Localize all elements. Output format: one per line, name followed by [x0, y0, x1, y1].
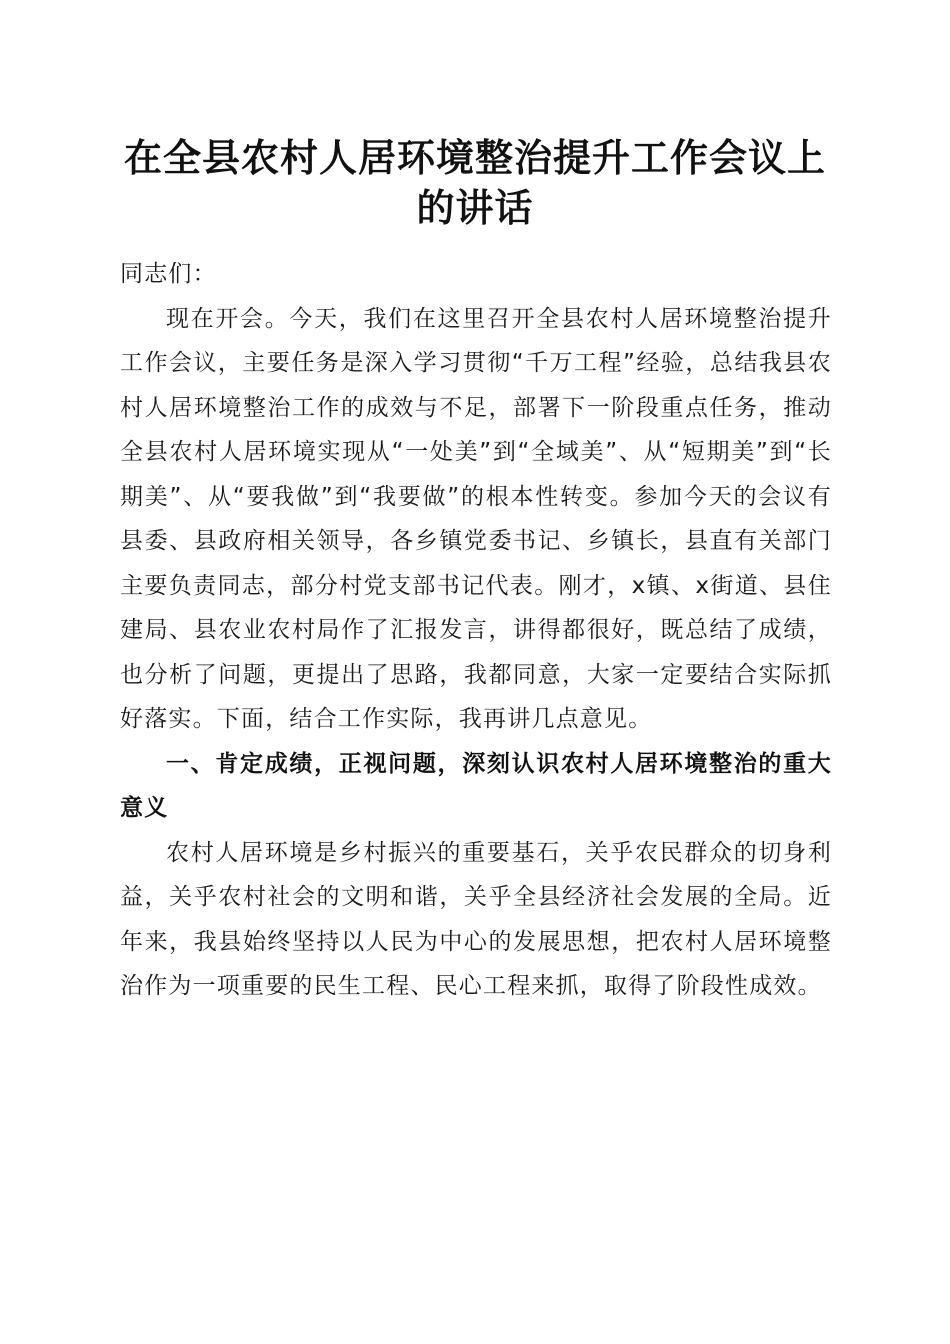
document-title: 在全县农村人居环境整治提升工作会议上的讲话 [123, 135, 826, 230]
document-body [120, 252, 832, 1009]
section-paragraph: 农村人居环境是乡村振兴的重要基石，关乎农民群众的切身利益，关乎农村社会的文明和谐，关乎全县经济社会发展的全局。近年来，我县始终坚持以人民为中心的发展思想，把农村人居环境整治作为一项重要的民生工程、民心工程来抓，取得了阶段性成效。 [120, 839, 832, 999]
section-heading: 一、肯定成绩，正视问题，深刻认识农村人居环境整治的重大意义 [120, 750, 832, 821]
opening-paragraph: 现在开会。今天，我们在这里召开全县农村人居环境整治提升工作会议，主要任务是深入学习贯彻“千万工程”经验，总结我县农村人居环境整治工作的成效与不足，部署下一阶段重点任务，推动全县农村人居环境实现从“一处美”到“全域美”、从“短期美”到“长期美”、从“要我做”到“我要做”的根本性转变。参加今天的会议有县委、县政府相关领导，各乡镇党委书记、乡镇长，县直有关部门主要负责同志，部分村党支部书记代表。刚才，x镇、x街道、县住建局、县农业农村局作了汇报发言，讲得都很好，既总结了成绩，也分析了问题，更提出了思路，我都同意，大家一定要结合实际抓好落实。下面，结合工作实际，我再讲几点意见。 [120, 305, 832, 732]
salutation: 同志们： [120, 261, 217, 287]
